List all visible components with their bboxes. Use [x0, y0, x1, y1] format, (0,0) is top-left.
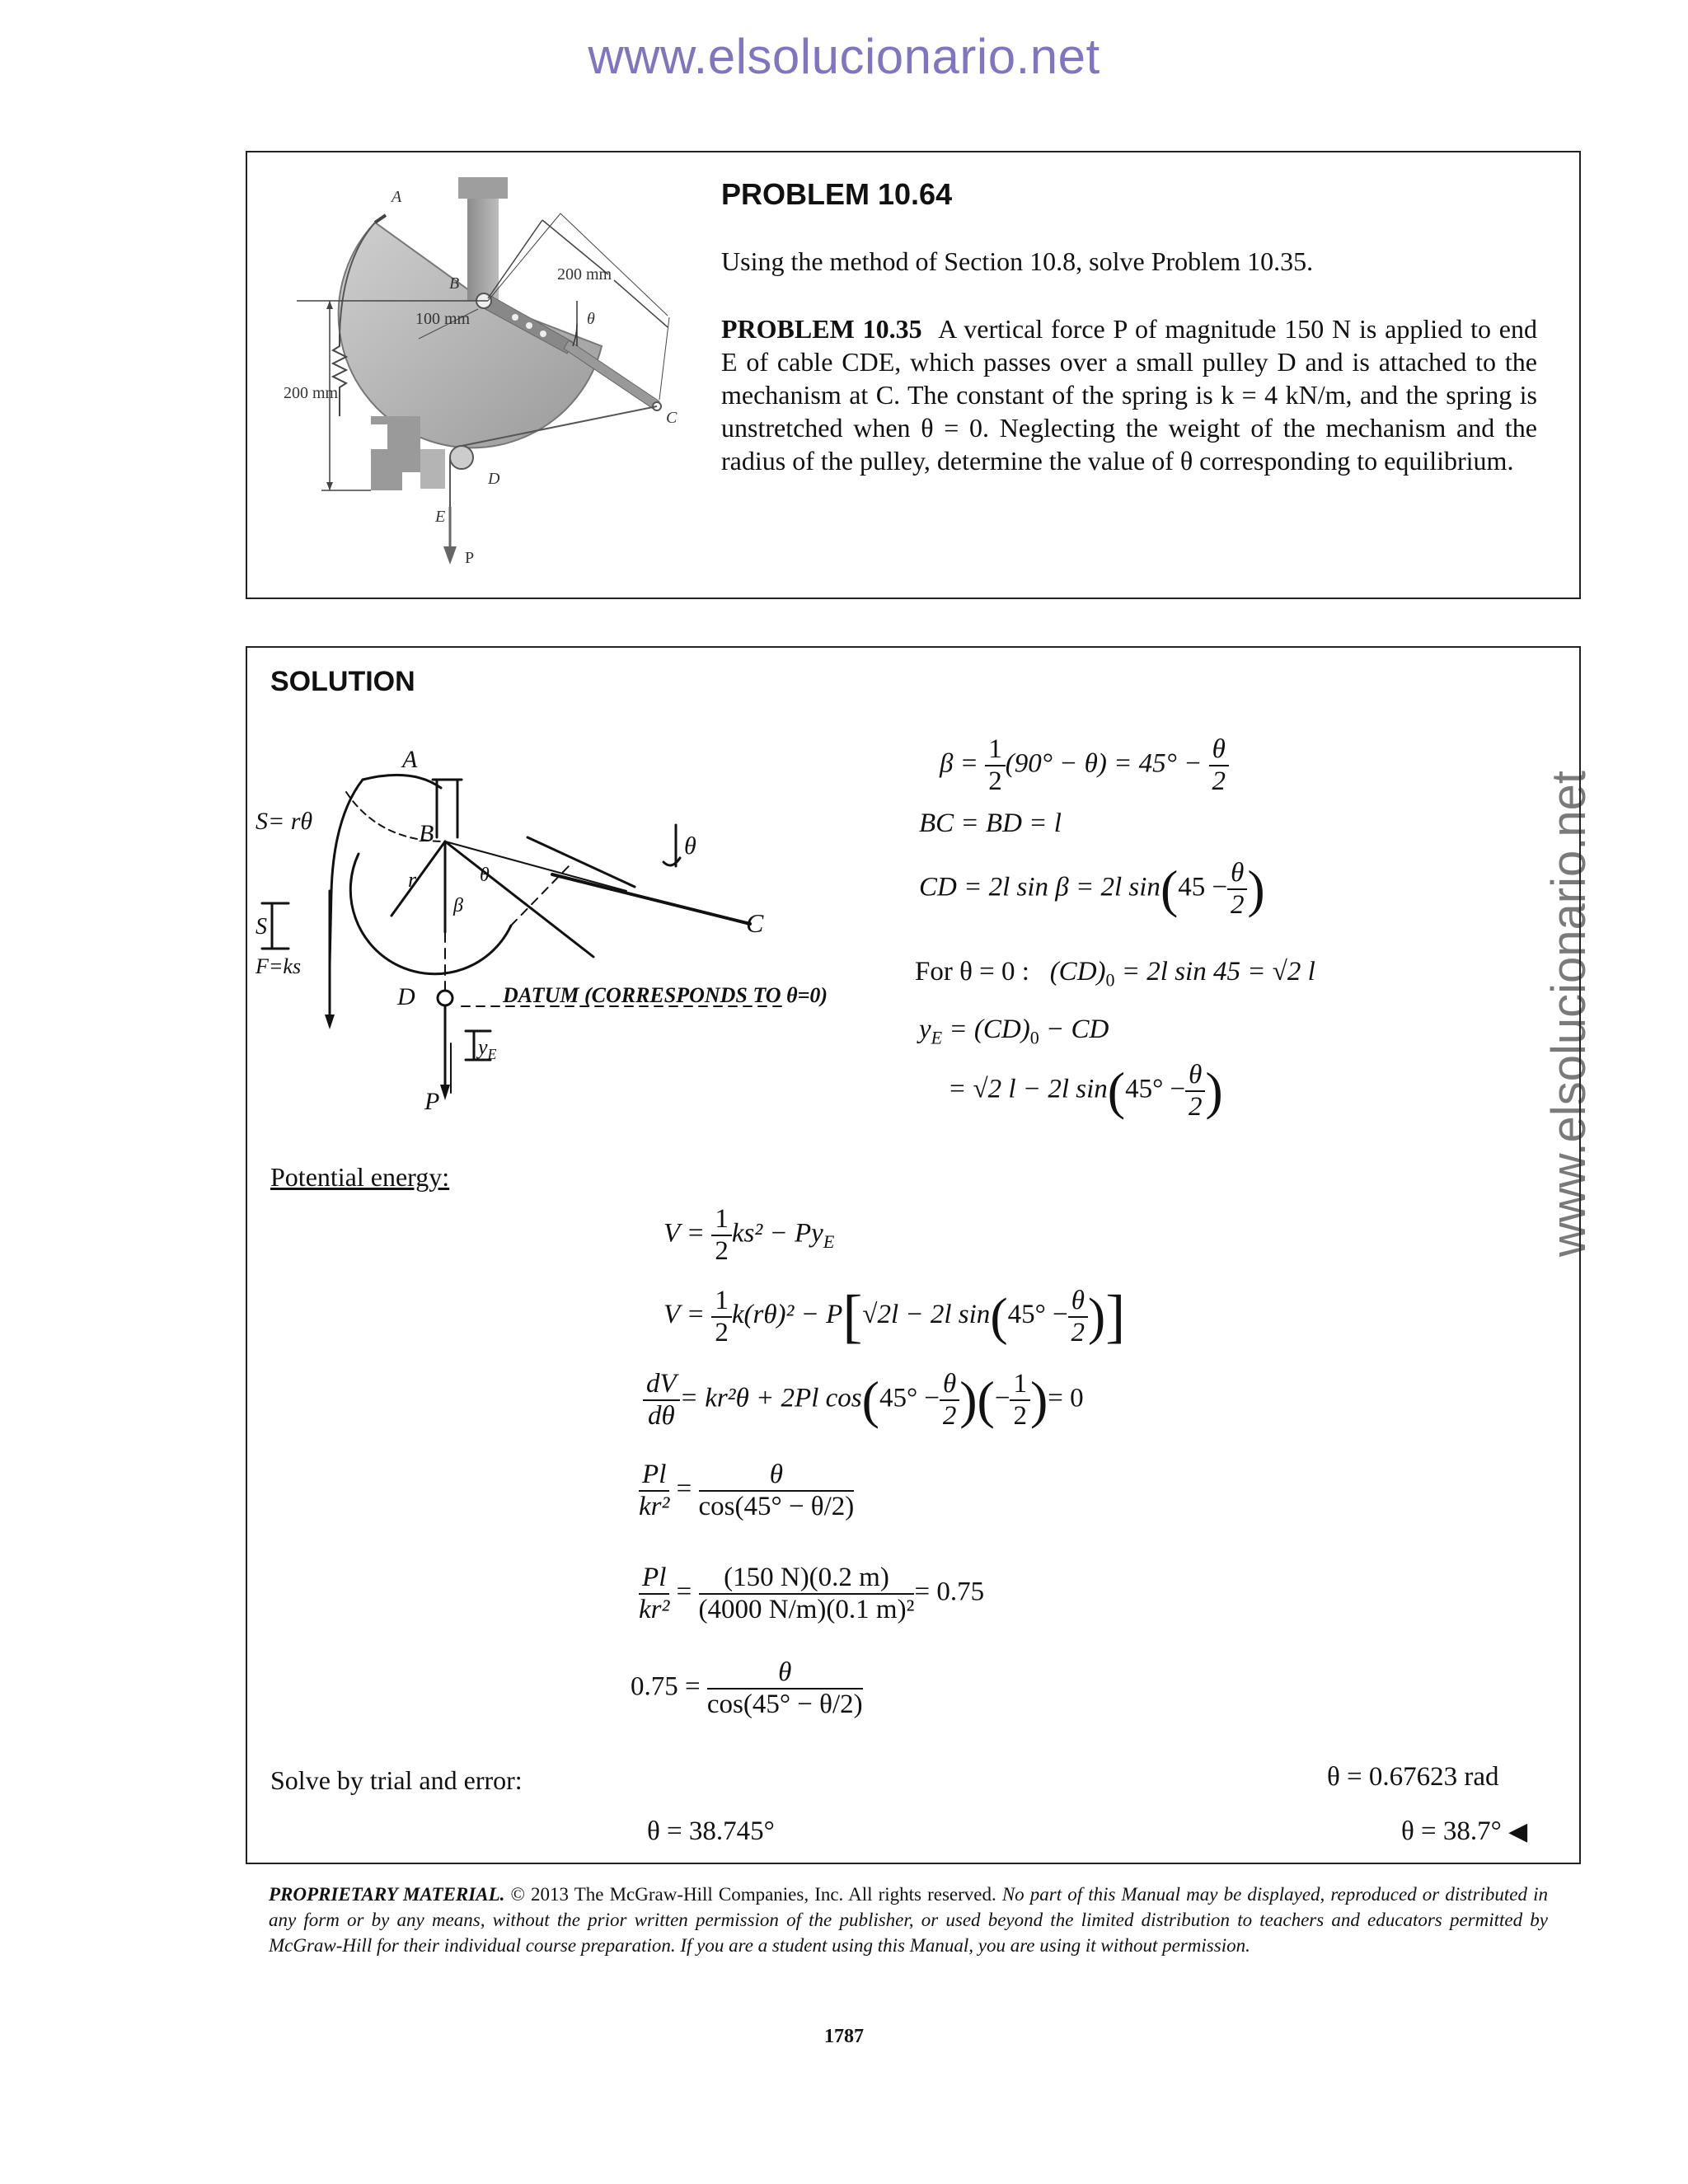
sk-label-b: B	[419, 820, 434, 847]
eq-v1: V = $\frac{1}{2}$ $ks^2 - Py_E$	[663, 1204, 835, 1266]
pe-label: Potential energy:	[270, 1162, 450, 1192]
fig-dim-200-top: 200 mm	[557, 265, 612, 284]
eq-cd: CD = 2l sin β = 2l sin(45 − $\frac{\theta}{2}$ )	[919, 858, 1265, 920]
theta-deg: θ = 38.745°	[647, 1816, 775, 1846]
sk-label-theta-inner: θ	[480, 865, 490, 886]
fig-dim-200-left: 200 mm	[284, 384, 339, 402]
sk-label-r: r	[408, 868, 417, 892]
eq-pl2: $\frac{Pl}{\text{kr²}}$ = $\frac{(150 N)(0.2 m)}{\text{(4000 N/m)(0.1 m)²}}$ = 0.75	[639, 1563, 985, 1624]
problem-35-label: PROBLEM 10.35	[721, 314, 922, 344]
solution-title: SOLUTION	[270, 666, 415, 697]
trial-label: Solve by trial and error:	[270, 1765, 523, 1795]
problem-title: PROBLEM 10.64	[721, 177, 953, 211]
sk-label-theta-outer: θ	[684, 832, 696, 860]
problem-figure	[284, 177, 725, 573]
fig-label-e: E	[435, 508, 446, 526]
sk-label-beta: β	[453, 895, 463, 916]
sk-label-d: D	[397, 983, 415, 1010]
eq-for0: For θ = 0 : $(CD)_0 = 2l$ sin 45 = √2 l	[915, 957, 1315, 991]
eq-ye: $y_E = (CD)_0$ − CD	[919, 1015, 1109, 1048]
eq-beta: β = $\frac{1}{2}$ (90° − θ) = 45° − $\frac{\theta}{2}$	[940, 734, 1229, 797]
sk-label-ye: $y_E$	[478, 1035, 497, 1062]
solution-box	[246, 646, 1581, 1864]
problem-35-text	[721, 312, 1537, 477]
answer: θ = 38.7° ◀	[1401, 1816, 1528, 1846]
fig-dim-100: 100 mm	[415, 310, 471, 328]
eq-dv: $\frac{dV}{d\theta}$ = kr²θ + 2Pl cos(45° − $\frac{\theta}{2}$ )(− $\frac{1}{2}$ )= 0	[643, 1369, 1084, 1432]
problem-box	[246, 151, 1581, 599]
problem-statement: Using the method of Section 10.8, solve Problem 10.35.	[721, 246, 1314, 276]
footer-notice: PROPRIETARY MATERIAL. © 2013 The McGraw-Hill Companies, Inc. All rights reserved. No part of this Manual may be displayed, reproduced or distributed in any form or by any means, without the prior written permission of the publisher, or used beyond the limited distribution to teachers and educators permitted by McGraw-Hill for their individual course preparation. If you are a student using this Manual, you are using it without permission.	[269, 1884, 1548, 1956]
sk-label-p: P	[424, 1088, 440, 1115]
eq-pl: $\frac{Pl}{\text{kr²}}$ = $\frac{\theta}{\cos(45^\circ - \theta/2)}$	[639, 1460, 855, 1521]
eq-075: 0.75 = $\frac{\theta}{\cos(45^\circ - \theta/2)}$	[631, 1657, 863, 1719]
fig-label-c: C	[666, 409, 678, 427]
eq-ye2: = √2 l − 2l sin(45° − $\frac{\theta}{2}$ )	[948, 1060, 1223, 1122]
fig-label-p: P	[465, 549, 475, 567]
watermark-top: www.elsolucionario.net	[588, 29, 1100, 84]
solution-sketch	[256, 734, 898, 1113]
watermark-side: www.elsolucionario.net	[1542, 771, 1596, 1257]
fig-label-theta: θ	[587, 310, 595, 328]
problem-35-body: A vertical force P of magnitude 150 N is applied to end E of cable CDE, which passes over a small pulley D and is attached to the mechanism at C. The constant of the spring is k = 4 kN/m, and the spring is unstretched when θ = 0. Neglecting the weight of the mechanism and the radius of the pulley, determine the value of θ corresponding to equilibrium.	[721, 314, 1538, 476]
fig-label-d: D	[488, 470, 500, 488]
theta-rad: θ = 0.67623 rad	[1327, 1762, 1499, 1792]
sk-label-datum: DATUM (CORRESPONDS TO θ=0)	[503, 983, 828, 1007]
fig-label-a: A	[392, 188, 402, 206]
sk-label-s: S	[256, 914, 267, 940]
fig-label-b: B	[449, 274, 460, 293]
sk-label-a: A	[402, 746, 418, 773]
sk-label-c: C	[746, 908, 764, 938]
sk-label-s-eq: S= rθ	[256, 808, 313, 835]
page-number: 1787	[824, 2026, 864, 2047]
sk-label-f: F=ks	[256, 954, 302, 978]
eq-v2: V = $\frac{1}{2}$ k(rθ)² − P[√2l − 2l sin(45° − $\frac{\theta}{2}$ )]	[663, 1283, 1126, 1349]
eq-bc: BC = BD = l	[919, 808, 1062, 838]
